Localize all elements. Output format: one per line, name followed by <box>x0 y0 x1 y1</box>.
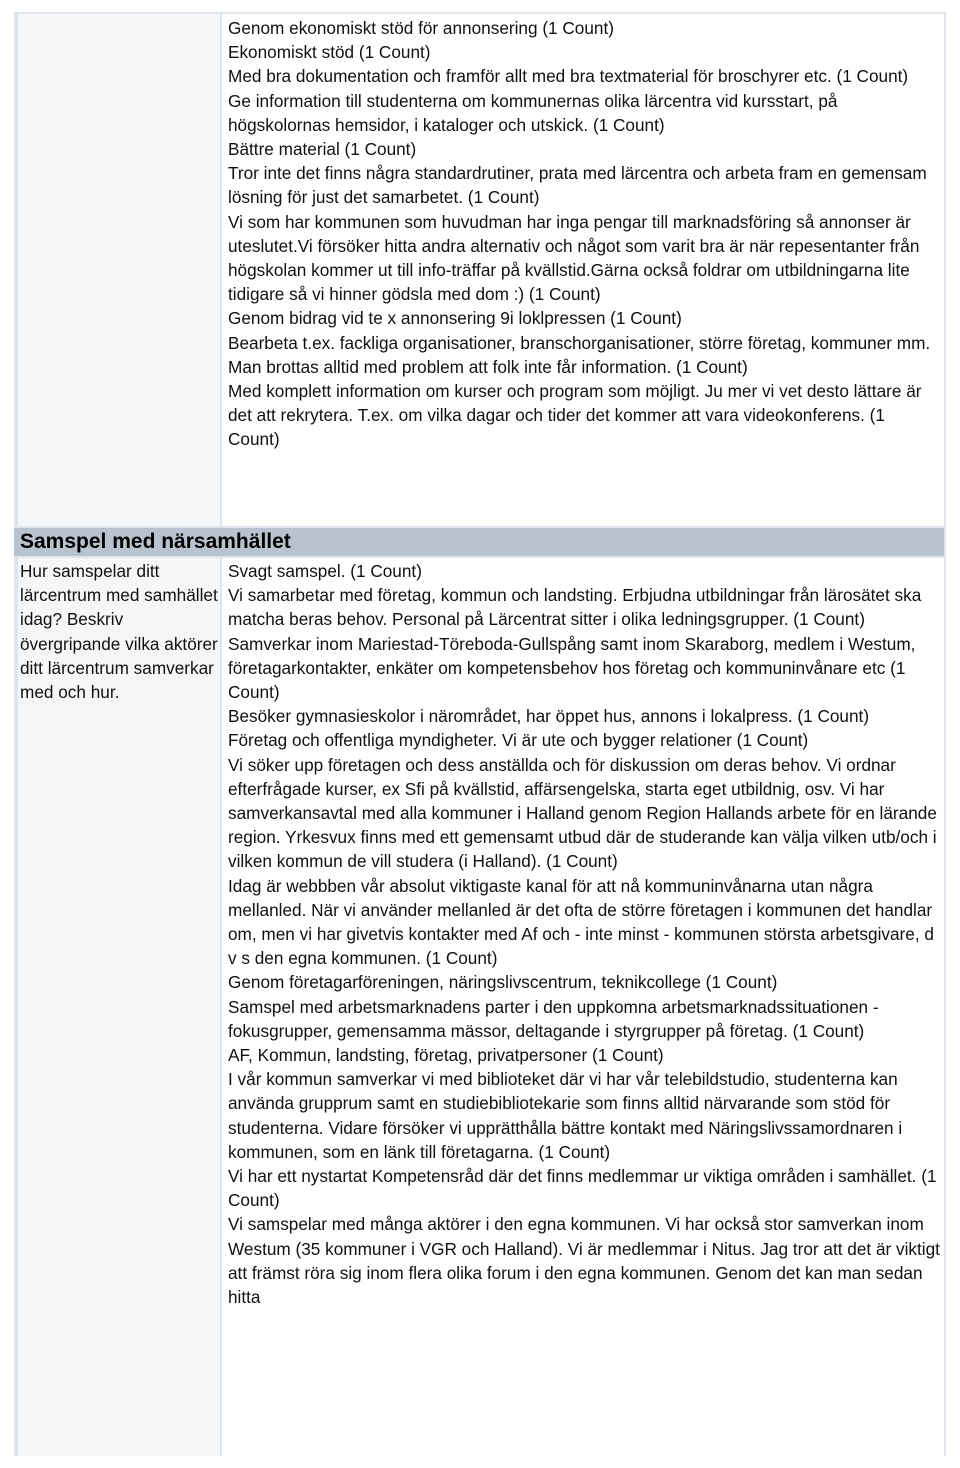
answer-item: I vår kommun samverkar vi med biblioteket där vi har vår telebildstudio, studenterna kan använda grupprum samt en studiebibliotekarie som finns alltid närvarande som stöd för studenterna. Vidare försöker vi upprätthålla bättre kontakt med Näringslivssamordnaren i kommunen, som en länk till företagarna. (1 Count) <box>228 1069 903 1162</box>
answer-item: Bearbeta t.ex. fackliga organisationer, branschorganisationer, större företag, kommuner mm. Man brottas alltid med problem att folk inte får information. (1 Count) <box>228 332 931 377</box>
answers-list <box>228 559 940 1309</box>
answer-item: Idag är webbben vår absolut viktigaste kanal för att nå kommuninvånarna utan några mellanled. När vi använder mellanled är det ofta de större företagen i kommunen det handlar om, men vi har givetvis kontakter med Af och - inte minst - kommunen största arbetsgivare, d v s den egna kommunen. (1 Count) <box>228 875 934 969</box>
answer-item: Vi samspelar med många aktörer i den egna kommunen. Vi har också stor samverkan inom Westum (35 kommuner i VGR och Halland). Vi är medlemmar i Nitus. Jag tror att det är viktigt att främst röra sig inom flera olika forum i den egna kommunen. Genom det kan man sedan hitta <box>228 1214 940 1308</box>
answers-list <box>228 16 940 452</box>
answer-item: Ge information till studenterna om kommunernas olika lärcentra vid kursstart, på högskolornas hemsidor, i kataloger och utskick. (1 Count) <box>228 90 838 135</box>
answer-item: Vi söker upp företagen och dess anställda och för diskussion om deras behov. Vi ordnar efterfrågade kurser, ex Sfi på kvällstid, affärsengelska, starta eget utbildnig, osv. Vi har samverkansavtal med alla kommuner i Halland genom Region Hallands arbete för en lärande region. Yrkesvux finns med ett gemensamt utbud där de studerande kan välja vilken utb/och i vilken kommun de vill studera (i Halland). (1 Count) <box>228 754 937 872</box>
answer-item: Ekonomiskt stöd (1 Count) <box>228 42 431 63</box>
answer-item: Genom ekonomiskt stöd för annonsering (1 Count) <box>228 18 614 38</box>
answer-item: Svagt samspel. (1 Count) <box>228 561 422 581</box>
answer-item: Företag och offentliga myndigheter. Vi är ute och bygger relationer (1 Count) <box>228 730 809 751</box>
answer-item: Vi har ett nystartat Kompetensråd där det finns medlemmar ur viktiga områden i samhället. (1 Count) <box>228 1166 937 1211</box>
answer-item: Vi som har kommunen som huvudman har inga pengar till marknadsföring så annonser är uteslutet.Vi försöker hitta andra alternativ och något som varit bra är när repesentanter från högskolan kommer ut till info-träffar på kvällstid.Gärna också foldrar om utbildningarna lite tidigare så vi hinner gödsla med dom :) (1 Count) <box>228 211 920 305</box>
answer-item: Bättre material (1 Count) <box>228 139 417 160</box>
question-text: Hur samspelar ditt lärcentrum med samhället idag? Beskriv övergripande vilka aktörer ditt lärcentrum samverkar med och hur. <box>20 561 218 703</box>
answer-item: Vi samarbetar med företag, kommun och landsting. Erbjudna utbildningar från lärosätet ska matcha beras behov. Personal på Lärcentrat sitter i olika ledningsgrupper. (1 Count) <box>228 585 922 630</box>
answer-item: AF, Kommun, landsting, företag, privatpersoner (1 Count) <box>228 1045 664 1066</box>
answer-item: Samspel med arbetsmarknadens parter i den uppkomna arbetsmarknadssituationen - fokusgrupper, gemensamma mässor, deltagande i styrgrupper på företag. (1 Count) <box>228 996 879 1041</box>
answer-item: Tror inte det finns några standardrutiner, prata med lärcentra och arbeta fram en gemensam lösning för just det samarbetet. (1 Count) <box>228 163 927 208</box>
answer-item: Genom bidrag vid te x annonsering 9i loklpressen (1 Count) <box>228 308 682 329</box>
question-cell-empty <box>18 14 220 526</box>
section-title: Samspel med närsamhället <box>20 530 291 553</box>
answer-item: Med bra dokumentation och framför allt med bra textmaterial för broschyrer etc. (1 Count) <box>228 66 909 87</box>
answer-item: Samverkar inom Mariestad-Töreboda-Gullspång samt inom Skaraborg, medlem i Westum, företagarkontakter, enkäter om kompetensbehov hos företag och kommuninvånare etc (1 Count) <box>228 633 916 703</box>
answer-item: Med komplett information om kurser och program som möjligt. Ju mer vi vet desto lättare är det att rekrytera. T.ex. om vilka dagar och tider det kommer att vara videokonferens. (1 Count) <box>228 381 922 450</box>
answer-item: Besöker gymnasieskolor i närområdet, har öppet hus, annons i lokalpress. (1 Count) <box>228 706 870 727</box>
answer-item: Genom företagarföreningen, näringslivscentrum, teknikcollege (1 Count) <box>228 972 778 993</box>
